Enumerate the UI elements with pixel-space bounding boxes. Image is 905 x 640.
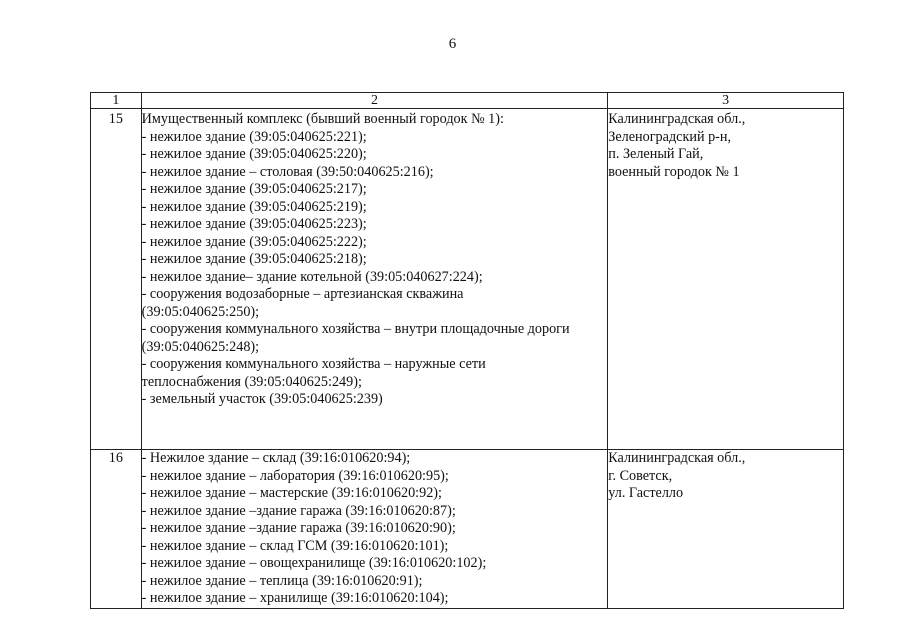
list-item: - нежилое здание – склад ГСМ (39:16:010620:101); xyxy=(141,537,449,554)
address-line: Зеленоградский р-н, xyxy=(608,128,732,145)
list-item: - Нежилое здание – склад (39:16:010620:94); xyxy=(141,450,411,466)
address-line: Калининградская обл., xyxy=(608,450,746,466)
property-list-cell xyxy=(141,109,608,450)
list-item: - нежилое здание (39:05:040625:223); xyxy=(141,216,367,232)
list-item: - нежилое здание (39:05:040625:221); xyxy=(141,128,367,145)
list-item: - нежилое здание –здание гаража (39:16:010620:87); xyxy=(141,502,456,519)
table-row xyxy=(91,109,844,450)
list-item: - нежилое здание (39:05:040625:219); xyxy=(141,198,367,215)
column-header-1: 1 xyxy=(91,93,142,109)
row-number: 15 xyxy=(91,109,142,450)
list-item: теплоснабжения (39:05:040625:249); xyxy=(141,373,362,390)
table-header-row xyxy=(91,93,844,109)
address-line: г. Советск, xyxy=(608,467,673,484)
page-number: 6 xyxy=(448,36,457,52)
address-cell xyxy=(608,450,844,609)
property-table xyxy=(90,92,844,609)
list-item: Имущественный комплекс (бывший военный городок № 1): xyxy=(141,111,504,127)
row-number: 16 xyxy=(91,450,142,609)
table-row xyxy=(91,450,844,609)
address-line: Калининградская обл., xyxy=(608,111,746,127)
list-item: - нежилое здание – хранилище (39:16:010620:104); xyxy=(141,590,449,606)
list-item: - нежилое здание (39:05:040625:220); xyxy=(141,146,367,162)
column-header-2: 2 xyxy=(141,93,608,109)
list-item: - нежилое здание (39:05:040625:218); xyxy=(141,251,367,267)
address-line: п. Зеленый Гай, xyxy=(608,146,704,162)
address-line: военный городок № 1 xyxy=(608,163,740,180)
list-item: - нежилое здание (39:05:040625:217); xyxy=(141,181,367,197)
list-item: - нежилое здание – мастерские (39:16:010620:92); xyxy=(141,485,442,501)
list-item: - нежилое здание (39:05:040625:222); xyxy=(141,233,367,250)
list-item: (39:05:040625:248); xyxy=(141,338,260,355)
column-header-3: 3 xyxy=(608,93,844,109)
list-item: - нежилое здание– здание котельной (39:05:040627:224); xyxy=(141,268,483,285)
list-item: - нежилое здание – теплица (39:16:010620:91); xyxy=(141,572,423,589)
address-line: ул. Гастелло xyxy=(608,485,684,501)
list-item: - нежилое здание – столовая (39:50:040625:216); xyxy=(141,163,434,180)
list-item: - нежилое здание – овощехранилище (39:16:010620:102); xyxy=(141,555,487,571)
list-item: - сооружения коммунального хозяйства – внутри площадочные дороги xyxy=(141,321,570,337)
list-item: - земельный участок (39:05:040625:239) xyxy=(141,391,383,407)
address-cell xyxy=(608,109,844,450)
list-item: (39:05:040625:250); xyxy=(141,303,260,320)
list-item: - нежилое здание –здание гаража (39:16:010620:90); xyxy=(141,520,456,536)
list-item: - сооружения водозаборные – артезианская скважина xyxy=(141,286,464,302)
list-item: - сооружения коммунального хозяйства – наружные сети xyxy=(141,356,486,372)
property-list-cell xyxy=(141,450,608,609)
list-item: - нежилое здание – лаборатория (39:16:010620:95); xyxy=(141,467,449,484)
